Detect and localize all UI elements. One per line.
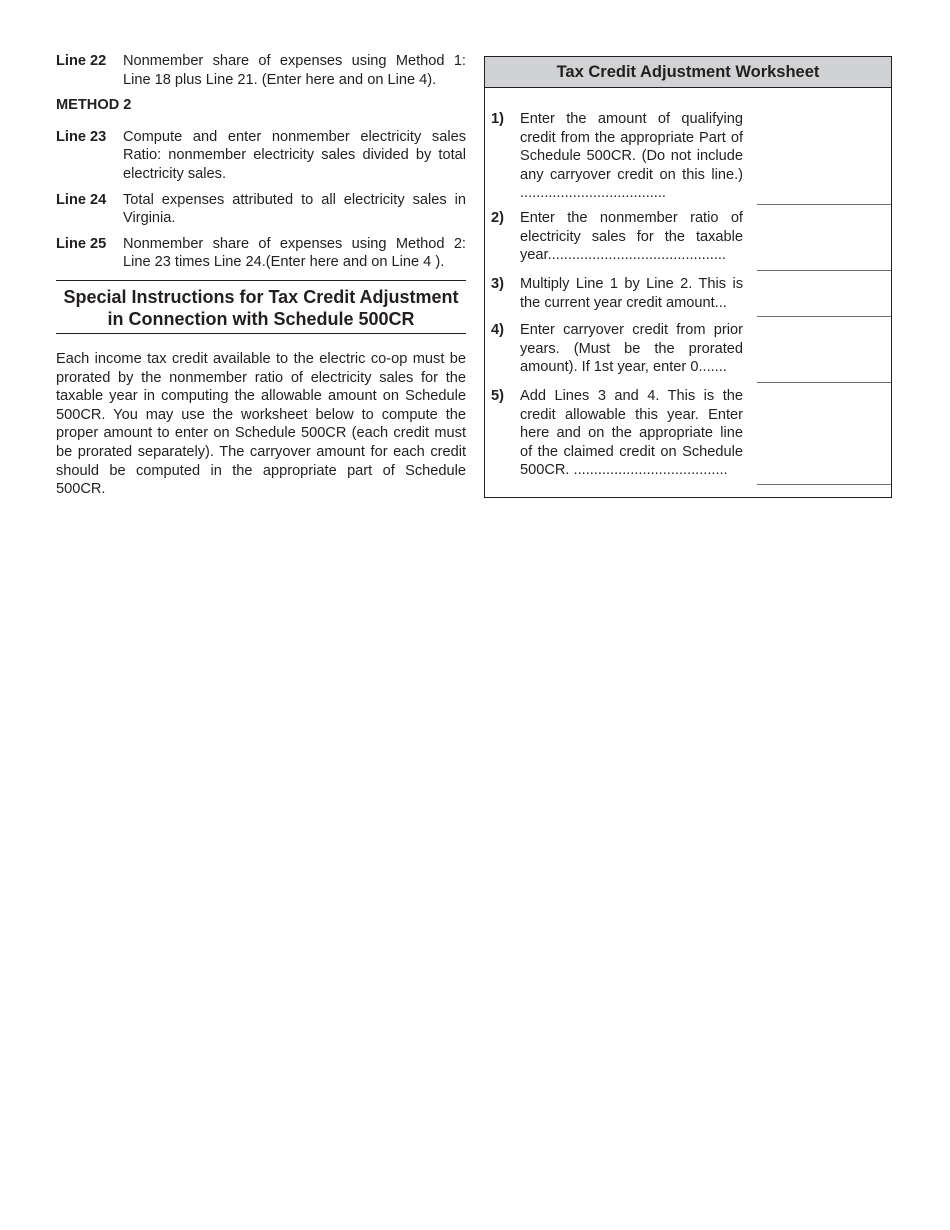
heading-line-2: in Connection with Schedule 500CR: [107, 308, 415, 329]
worksheet-title: Tax Credit Adjustment Worksheet: [485, 57, 891, 88]
worksheet-row-4: [485, 321, 891, 383]
line-description: Total expenses attributed to all electricity sales in Virginia.: [123, 191, 466, 227]
worksheet-row-1: [485, 110, 891, 205]
line-25-item: [56, 235, 466, 272]
row-number: 1): [491, 111, 504, 127]
row-description: Multiply Line 1 by Line 2. This is the current year credit amount...: [520, 276, 743, 311]
row-number: 2): [491, 210, 504, 226]
line-description: Nonmember share of expenses using Method 1: Line 18 plus Line 21. (Enter here and on Line 4).: [123, 53, 466, 88]
row-description: Enter carryover credit from prior years. (Must be the prorated amount). If 1st year, enter 0.......: [520, 322, 743, 376]
row-description: Enter the nonmember ratio of electricity sales for the taxable year............................................: [520, 210, 743, 264]
row-number: 4): [491, 322, 504, 338]
instructions-paragraph: Each income tax credit available to the electric co-op must be prorated by the nonmember ratio of electricity sales for the taxable year in computing the allowable amount on Schedule 500CR. You may use the worksheet below to compute the proper amount to enter on Schedule 500CR (each credit must be prorated separately). The carryover amount for each credit should be computed in the appropriate part of Schedule 500CR.: [56, 350, 466, 498]
line-24-item: [56, 191, 466, 228]
answer-line[interactable]: [757, 269, 891, 271]
worksheet-row-3: [485, 275, 891, 317]
line-description: Nonmember share of expenses using Method 2: Line 23 times Line 24.(Enter here and on Line 4 ).: [123, 235, 466, 271]
row-description: Add Lines 3 and 4. This is the credit allowable this year. Enter here and on the appropriate line of the claimed credit on Schedule 500CR. ......................................: [520, 388, 743, 479]
answer-line[interactable]: [757, 381, 891, 383]
worksheet-row-5: [485, 387, 891, 485]
heading-line-1: Special Instructions for Tax Credit Adjustment: [63, 286, 459, 307]
line-number: Line 24: [56, 191, 107, 208]
instructions-column: [56, 52, 466, 499]
line-23-item: [56, 128, 466, 184]
line-number: Line 25: [56, 235, 107, 252]
line-description: Compute and enter nonmember electricity sales Ratio: nonmember electricity sales divided by total electricity sales.: [123, 128, 466, 182]
row-description: Enter the amount of qualifying credit from the appropriate Part of Schedule 500CR. (Do not include any carryover credit on this line.) ....................................: [520, 111, 743, 202]
answer-line[interactable]: [757, 315, 891, 317]
answer-line[interactable]: [757, 203, 891, 205]
worksheet-body: [485, 88, 891, 485]
row-number: 5): [491, 388, 504, 404]
special-instructions-heading: [56, 280, 466, 334]
tax-credit-worksheet: [484, 56, 892, 498]
line-number: Line 23: [56, 128, 107, 145]
row-number: 3): [491, 276, 504, 292]
method-2-heading: METHOD 2: [56, 97, 132, 114]
worksheet-row-2: [485, 209, 891, 271]
line-22-item: [56, 52, 466, 89]
answer-line[interactable]: [757, 483, 891, 485]
line-number: Line 22: [56, 53, 107, 69]
